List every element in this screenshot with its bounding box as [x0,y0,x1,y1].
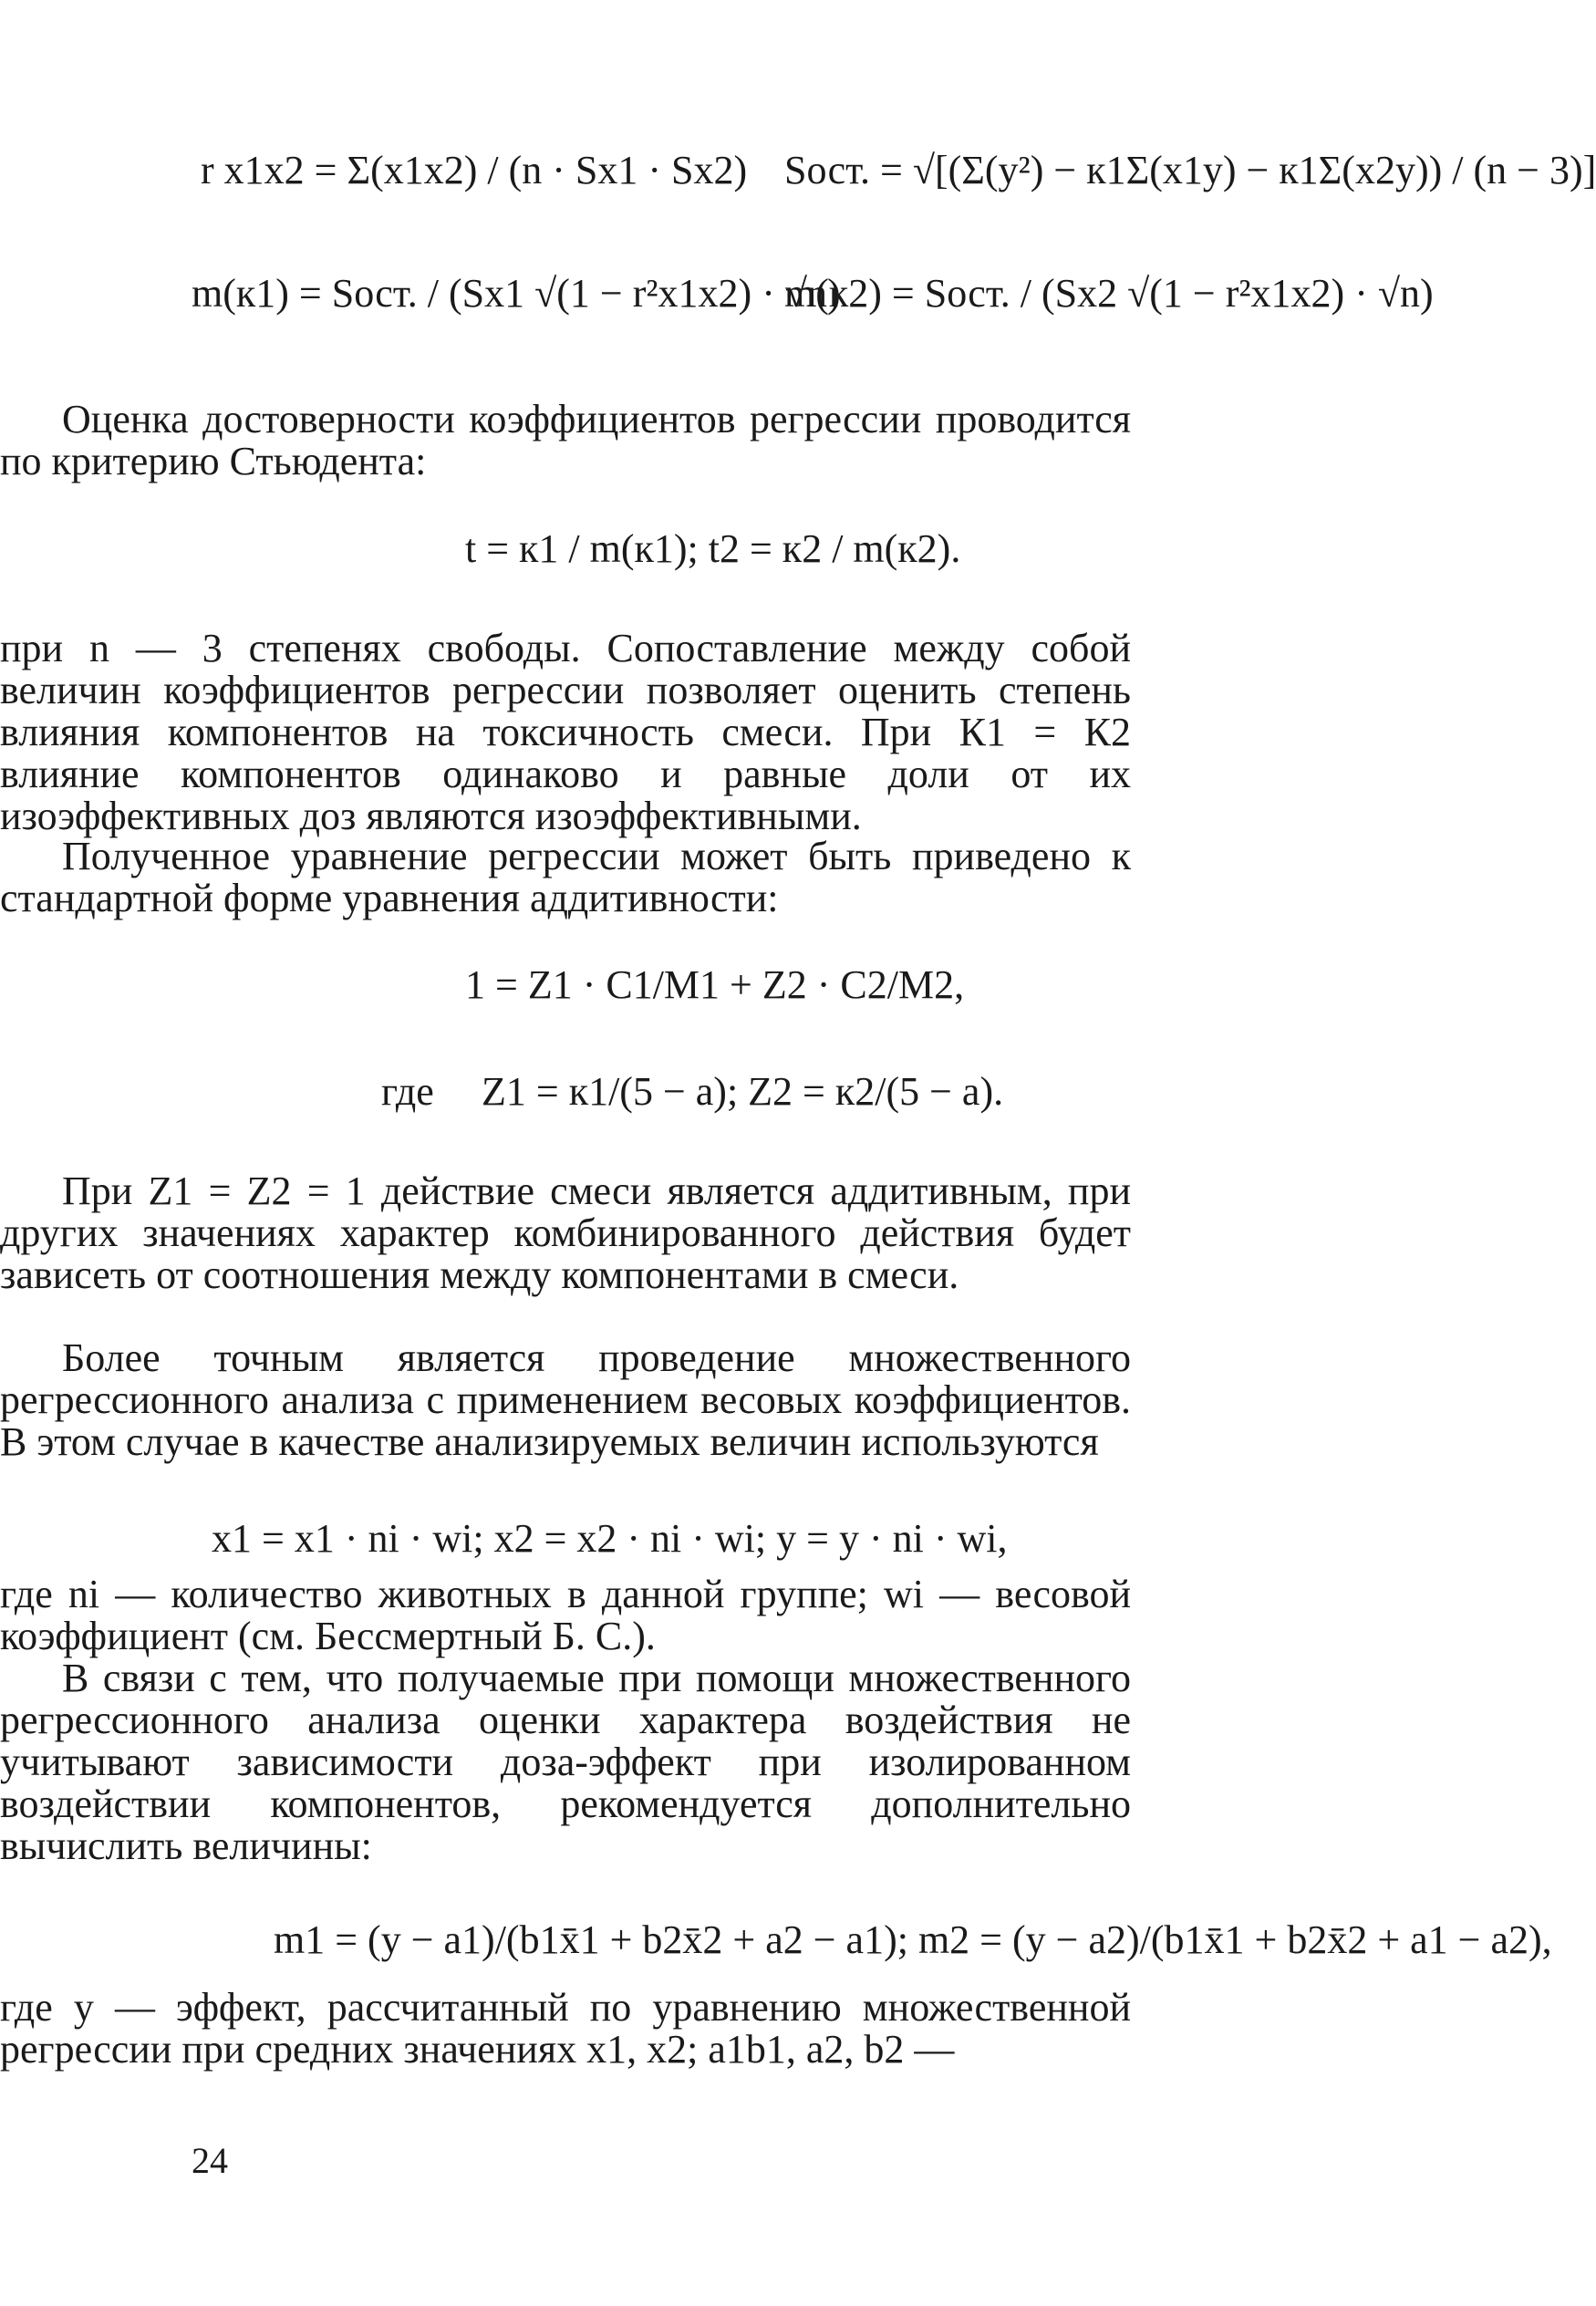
formula-m-k2: m(к2) = Sост. / (Sx2 √(1 − r²x1x2) · √n) [784,271,1434,316]
formula-z-definition: Z1 = к1/(5 − a); Z2 = к2/(5 − a). [482,1069,1004,1114]
paragraph-additive-action: При Z1 = Z2 = 1 действие смеси является аддитивным, при других значениях характер комбинированного действия будет зависеть от соотношения между компонентами в смеси. [0,1169,1131,1297]
formula-weights: x1 = x1 · ni · wi; x2 = x2 · ni · wi; y = y · ni · wi, [212,1516,1008,1561]
formula-z-prefix: где [381,1069,434,1114]
formula-s-ost: Sост. = √[(Σ(y²) − к1Σ(x1y) − к1Σ(x2y)) / (n − 3)] [784,148,1596,192]
formula-m-values: m1 = (y − a1)/(b1x̄1 + b2x̄2 + a2 − a1); m2 = (y − a2)/(b1x̄1 + b2x̄2 + a1 − a2), [274,1917,1552,1962]
paragraph-ni-wi: где ni — количество животных в данной группе; wi — весовой коэффициент (см. Бессмертный Б. С.). [0,1572,1131,1658]
paragraph-multiple-regression: Более точным является проведение множественного регрессионного анализа с применением весовых коэффициентов. В этом случае в качестве анализируемых величин используются [0,1335,1131,1464]
paragraph-effect-y: где y — эффект, рассчитанный по уравнению множественной регрессии при средних значениях x1, x2; a1b1, a2, b2 — [0,1985,1131,2072]
paragraph-standard-form: Полученное уравнение регрессии может быть приведено к стандартной форме уравнения аддитивности: [0,834,1131,920]
paragraph-student: Оценка достоверности коэффициентов регрессии проводится по критерию Стьюдента: [0,397,1131,483]
formula-correlation: r x1x2 = Σ(x1x2) / (n · Sx1 · Sx2) [201,148,748,192]
formula-t-student: t = к1 / m(к1); t2 = к2 / m(к2). [465,526,961,571]
paragraph-dose-effect: В связи с тем, что получаемые при помощи множественного регрессионного анализа оценки характера воздействия не учитывают зависимости доза-эффект при изолированном воздействии компонентов, рекомендуется дополнительно вычислить величины: [0,1656,1131,1868]
formula-m-k1: m(к1) = Sост. / (Sx1 √(1 − r²x1x2) · √n) [192,271,841,316]
paragraph-degrees: при n — 3 степенях свободы. Сопоставление между собой величин коэффициентов регрессии позволяет оценить степень влияния компонентов на токсичность смеси. При К1 = К2 влияние компонентов одинаково и равные доли от их изоэффективных доз являются изоэффективными. [0,626,1131,838]
formula-additivity: 1 = Z1 · C1/M1 + Z2 · C2/M2, [465,962,965,1007]
page-number: 24 [192,2140,228,2181]
